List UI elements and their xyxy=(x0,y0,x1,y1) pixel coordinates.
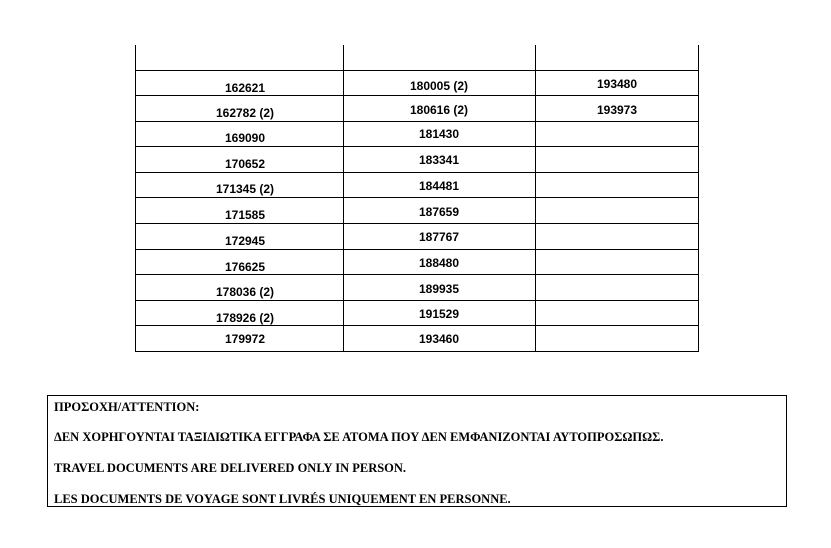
table-cell: 193460 xyxy=(418,332,460,346)
table-cell: 162621 xyxy=(224,81,266,95)
table-cell: 171585 xyxy=(224,208,266,222)
table-border-bottom xyxy=(135,351,699,352)
attention-notice-box xyxy=(47,395,787,507)
table-row-divider xyxy=(135,146,699,147)
table-cell: 162782 (2) xyxy=(215,106,275,120)
table-row-divider xyxy=(135,172,699,173)
case-number-table xyxy=(135,45,699,352)
table-cell: 181430 xyxy=(418,127,460,141)
column-divider-2 xyxy=(535,45,536,352)
table-cell: 179972 xyxy=(224,332,266,346)
table-cell: 193973 xyxy=(596,103,638,117)
table-cell: 191529 xyxy=(418,307,460,321)
table-cell: 183341 xyxy=(418,153,460,167)
table-cell: 170652 xyxy=(224,157,266,171)
notice-english-text: TRAVEL DOCUMENTS ARE DELIVERED ONLY IN PERSON. xyxy=(54,461,407,475)
table-row-divider xyxy=(135,249,699,250)
table-cell: 171345 (2) xyxy=(215,182,275,196)
table-row-divider xyxy=(135,300,699,301)
table-cell: 187659 xyxy=(418,205,460,219)
table-cell: 176625 xyxy=(224,260,266,274)
table-row-divider xyxy=(135,95,699,96)
notice-french-text: LES DOCUMENTS DE VOYAGE SONT LIVRÉS UNIQUEMENT EN PERSONNE. xyxy=(54,492,511,506)
table-cell: 172945 xyxy=(224,234,266,248)
table-row-divider xyxy=(135,274,699,275)
table-row-divider xyxy=(135,197,699,198)
table-row-divider xyxy=(135,223,699,224)
table-cell: 184481 xyxy=(418,179,460,193)
table-cell: 193480 xyxy=(596,77,638,91)
table-cell: 188480 xyxy=(418,256,460,270)
table-row-divider xyxy=(135,121,699,122)
table-row-divider xyxy=(135,325,699,326)
notice-greek-text: ΔΕΝ ΧΟΡΗΓΟΥΝΤΑΙ ΤΑΞΙΔΙΩΤΙΚΑ ΕΓΓΡΑΦΑ ΣΕ ΑΤΟΜΑ ΠΟΥ ΔΕΝ ΕΜΦΑΝΙΖΟΝΤΑΙ ΑΥΤΟΠΡΟΣΩΠΩΣ. xyxy=(54,430,664,444)
table-cell: 180616 (2) xyxy=(409,103,469,117)
table-cell: 169090 xyxy=(224,131,266,145)
table-cell: 178036 (2) xyxy=(215,285,275,299)
table-cell: 187767 xyxy=(418,230,460,244)
notice-heading: ΠΡΟΣΟΧΗ/ATTENTION: xyxy=(54,400,200,414)
table-cell: 178926 (2) xyxy=(215,311,275,325)
table-cell: 189935 xyxy=(418,282,460,296)
table-border-right xyxy=(698,45,699,352)
table-row-divider xyxy=(135,70,699,71)
table-cell: 180005 (2) xyxy=(409,79,469,93)
column-divider-1 xyxy=(343,45,344,352)
table-border-left xyxy=(135,45,136,352)
